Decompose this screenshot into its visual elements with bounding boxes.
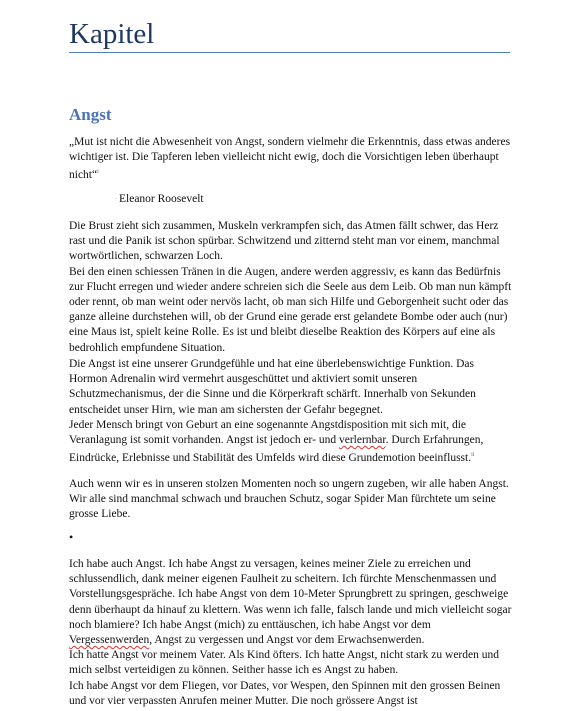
paragraph-1b: Bei den einen schiessen Tränen in die Augen, andere werden aggressiv, es kann das Bedürfnis zur Flucht erregen und wieder andere schreien sich die Seele aus dem Leib. Ob man nun kämpft oder rennt, ob man weint oder nervös lacht, ob man sich Hilfe und Geborgenheit sucht oder das ganze alleine durchstehen will, ob der Grund eine gerade erst gelandete Bombe oder auch (nur) eine Maus ist, spielt keine Rolle. Es ist und bleibt dieselbe Reaktion des Körpers auf eine als bedrohlich empfundene Situation. bbox=[69, 265, 512, 354]
paragraph-4a-text-end: , Angst zu vergessen und Angst vor dem Erwachsenwerden. bbox=[149, 634, 425, 647]
paragraph-4 bbox=[69, 557, 514, 709]
chapter-title: Kapitel bbox=[69, 18, 155, 50]
quote-paragraph bbox=[69, 135, 514, 183]
paragraph-2b bbox=[69, 418, 514, 466]
quote-author bbox=[115, 192, 204, 207]
quote-text: „Mut ist nicht die Abwesenheit von Angst, sondern vielmehr die Erkenntnis, dass etwas anderes wichtiger ist. Die Tapferen leben vielleicht nicht ewig, doch die Vorsichtigen leben überhaupt nicht“ bbox=[69, 136, 511, 182]
paragraph-2b-text-end: . Durch Erfahrungen, Eindrücke, Erlebnisse und Stabilität des Umfelds wird diese Grundemotion beeinflusst. bbox=[69, 434, 484, 465]
author-marker: · bbox=[115, 196, 117, 202]
paragraph-2 bbox=[69, 357, 514, 466]
title-underline bbox=[69, 52, 510, 53]
spellcheck-word[interactable]: verlernbar bbox=[338, 434, 386, 447]
spellcheck-word-2[interactable]: Vergessenwerden bbox=[69, 634, 150, 647]
footnote-ref-i[interactable]: i bbox=[97, 169, 99, 176]
paragraph-4b: Ich hatte Angst vor meinem Vater. Als Kind öfters. Ich hatte Angst, nicht stark zu werden und mich selbst verteidigen zu können. Seither hasse ich es Angst zu haben. bbox=[69, 649, 499, 677]
paragraph-4c: Ich habe Angst vor dem Fliegen, vor Dates, vor Wespen, den Spinnen mit den grossen Beinen und vor vier verpassten Anrufen meiner Mutter. Die noch grössere Angst ist bbox=[69, 679, 501, 707]
author-name: Eleanor Roosevelt bbox=[119, 193, 204, 206]
paragraph-1 bbox=[69, 219, 514, 356]
bullet-marker: • bbox=[69, 530, 74, 544]
section-heading: Angst bbox=[69, 105, 112, 124]
paragraph-4a bbox=[69, 557, 514, 648]
paragraph-4a-text: Ich habe auch Angst. Ich habe Angst zu versagen, keines meiner Ziele zu erreichen und schlussendlich, dank meiner eigenen Faulheit zu scheitern. Ich fürchte Menschenmassen und Vorstellungsgespräche. Ich habe Angst von dem 10-Meter Sprungbrett zu springen, geschweige denn überhaupt da hinauf zu klettern. Was wenn ich falle, falsch lande und mich vielleicht sogar noch blamiere? Ich habe Angst (mich) zu enttäuschen, ich habe Angst vor dem bbox=[69, 558, 512, 631]
paragraph-2b-text: Jeder Mensch bringt von Geburt an eine sogenannte Angstdisposition mit sich mit, die Veranlagung ist somit vorhanden. Angst ist jedoch er- und bbox=[69, 418, 467, 447]
paragraph-2a: Die Angst ist eine unserer Grundgefühle und hat eine überlebenswichtige Funktion. Das Hormon Adrenalin wird vermehrt ausgeschüttet und aktiviert somit unseren Schutzmechanismus, der die Sinne und die Körperkraft schärft. Innerhalb von Sekunden entscheidet unser Hirn, wie man am sichersten der Gefahr begegnet. bbox=[69, 358, 476, 416]
paragraph-3: Auch wenn wir es in unseren stolzen Momenten noch so ungern zugeben, wir alle haben Angst. Wir alle sind manchmal schwach und brauchen Schutz, sogar Spider Man fürchtete um seine grosse Liebe. bbox=[69, 478, 509, 521]
paragraph-1a: Die Brust zieht sich zusammen, Muskeln verkrampfen sich, das Atmen fällt schwer, das Herz rast und die Panik ist schon spürbar. Schwitzend und zitternd steht man vor einem, manchmal wortwörtlichen, schwarzen Loch. bbox=[69, 220, 500, 263]
footnote-ref-ii[interactable]: ii bbox=[471, 452, 475, 459]
